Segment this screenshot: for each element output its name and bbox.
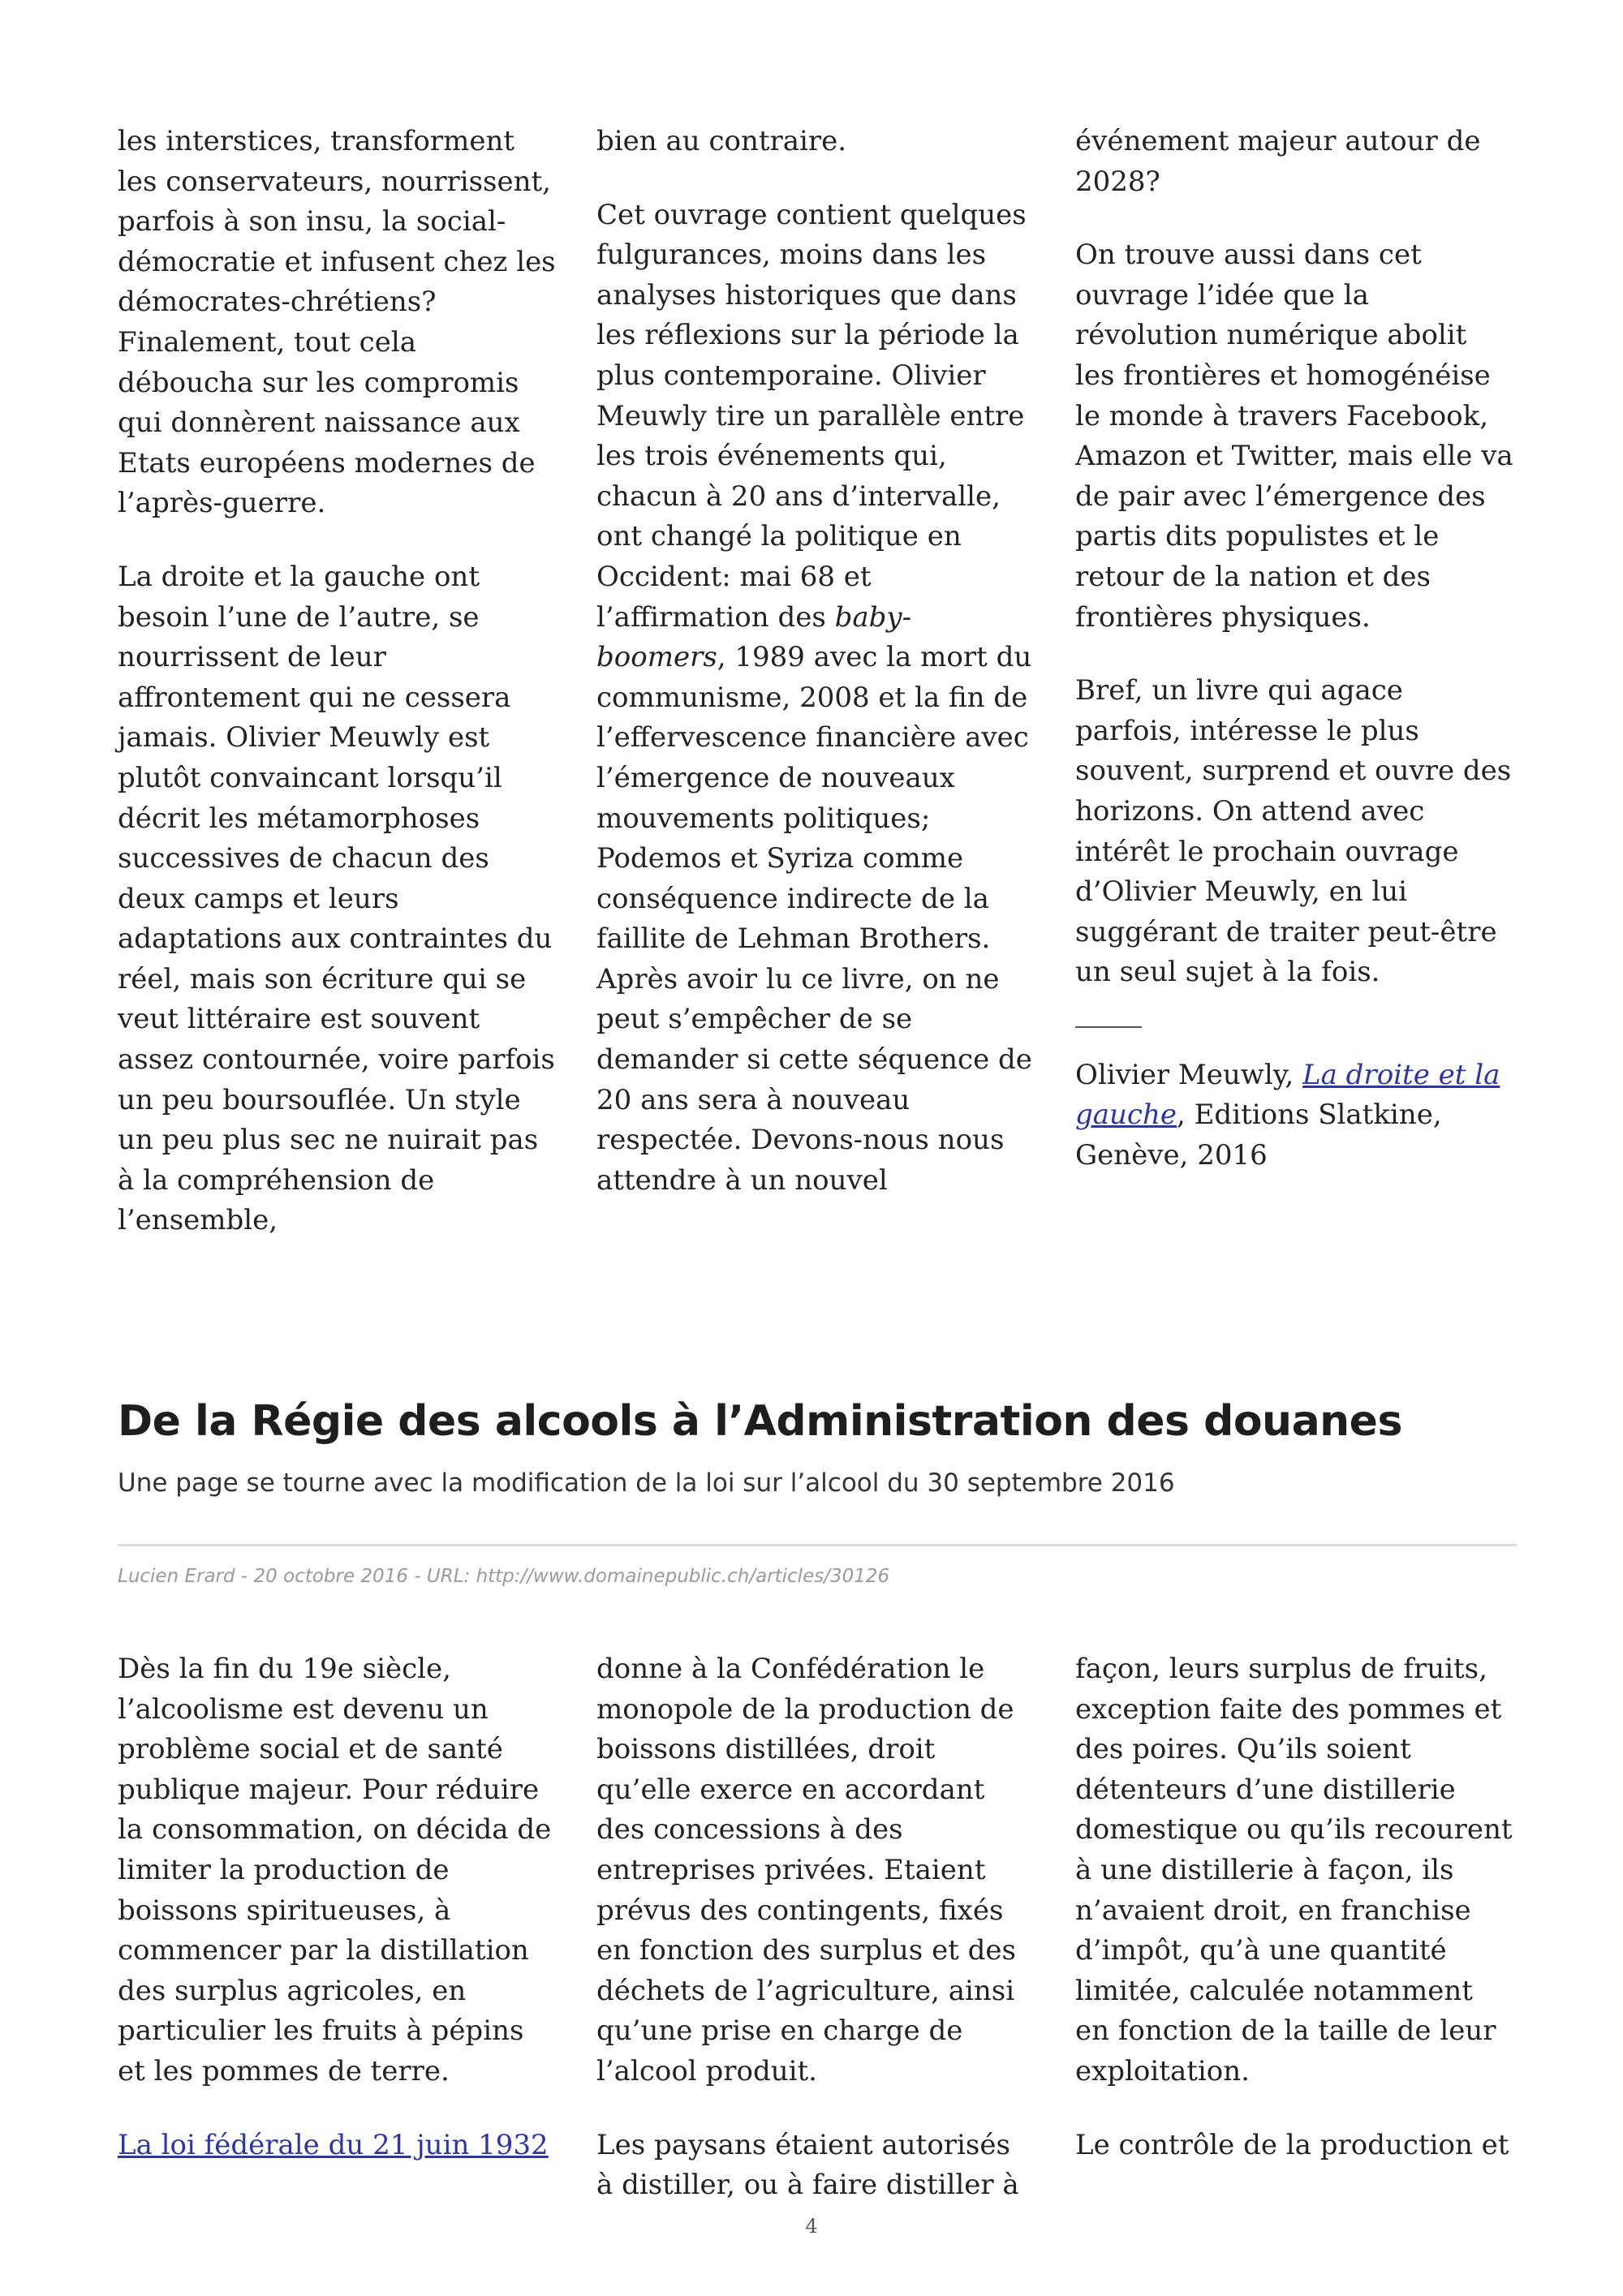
reference-author: Olivier Meuwly, xyxy=(1075,1058,1303,1091)
page-number: 4 xyxy=(805,2215,818,2238)
paragraph: Bref, un livre qui agace parfois, intéresse le plus souvent, surprend et ouvre des horizons. On attend avec intérêt le prochain ouvrage d’Olivier Meuwly, en lui suggérant de traiter peut-être un seul sujet à la fois. xyxy=(1075,674,1512,989)
reference-publisher: , Editions Slatkine, Genève, 2016 xyxy=(1075,1099,1442,1172)
column-2 xyxy=(596,122,1035,1201)
paragraph: donne à la Confédération le monopole de la production de boissons distillées, droit qu’elle exerce en accordant des concessions à des entreprises privées. Etaient prévus des contingents, fixés en fonction des surplus et des déchets de l’agriculture, ainsi qu’une prise en charge de l’alcool produit. xyxy=(596,1653,1016,2087)
column-2 xyxy=(596,1649,1035,2206)
paragraph: les interstices, transforment les conservateurs, nourrissent, parfois à son insu, la social-démocratie et infusent chez les démocrates-chrétiens? Finalement, tout cela déboucha sur les compromis qui donnèrent naissance aux Etats européens modernes de l’après-guerre. xyxy=(118,125,556,520)
article-meta: Lucien Erard - 20 octobre 2016 - URL: http://www.domainepublic.ch/articles/30126 xyxy=(118,1566,890,1587)
column-3 xyxy=(1075,1649,1513,2165)
book-title-link[interactable]: La droite et la gauche xyxy=(1075,1058,1500,1132)
paragraph: Le contrôle de la production et xyxy=(1075,2128,1509,2161)
paragraph xyxy=(118,2126,556,2166)
paragraph: La droite et la gauche ont besoin l’une de l’autre, se nourrissent de leur affrontement qui ne cessera jamais. Olivier Meuwly est plutôt convaincant lorsqu’il décrit les métamorphoses successives de chacun des deux camps et leurs adaptations aux contraintes du réel, mais son écriture qui se veut littéraire est souvent assez contournée, voire parfois un peu boursouflée. Un style un peu plus sec ne nuirait pas à la compréhension de l’ensemble, xyxy=(118,560,555,1237)
paragraph: Les paysans étaient autorisés à distiller, ou à faire distiller à xyxy=(596,2128,1019,2202)
paragraph-text: Cet ouvrage contient quelques fulgurances, moins dans les analyses historiques que dans les réflexions sur la période la plus contemporaine. Olivier Meuwly tire un parallèle entre les trois événements qui, chacun à 20 ans d’intervalle, ont changé la politique en Occident: mai 68 et l’affirmation des xyxy=(596,198,1027,634)
emphasis-text: baby-boomers xyxy=(596,600,912,674)
article-title: De la Régie des alcools à l’Administration des douanes xyxy=(118,1397,1402,1446)
book-reference xyxy=(1075,1056,1513,1176)
column-3 xyxy=(1075,122,1513,1176)
column-1 xyxy=(118,122,556,1241)
paragraph: bien au contraire. xyxy=(596,125,847,157)
article-subtitle: Une page se tourne avec la modification de la loi sur l’alcool du 30 septembre 2016 xyxy=(118,1468,1175,1498)
paragraph: On trouve aussi dans cet ouvrage l’idée que la révolution numérique abolit les frontières et homogénéise le monde à travers Facebook, Amazon et Twitter, mais elle va de pair avec l’émergence des partis dits populistes et le retour de la nation et des frontières physiques. xyxy=(1075,239,1513,634)
paragraph: Dès la fin du 19e siècle, l’alcoolisme est devenu un problème social et de santé publique majeur. Pour réduire la consommation, on décida de limiter la production de boissons spiritueuses, à commencer par la distillation des surplus agricoles, en particulier les fruits à pépins et les pommes de terre. xyxy=(118,1653,552,2087)
header-divider xyxy=(118,1544,1518,1546)
law-link[interactable]: La loi fédérale du 21 juin 1932 xyxy=(118,2128,549,2161)
column-1 xyxy=(118,1649,556,2165)
paragraph xyxy=(596,196,1035,1202)
paragraph: événement majeur autour de 2028? xyxy=(1075,125,1481,198)
paragraph-text: , 1989 avec la mort du communisme, 2008 et la fin de l’effervescence financière avec l’émergence de nouveaux mouvements politiques; Podemos et Syriza comme conséquence indirecte de la faillite de Lehman Brothers. Après avoir lu ce livre, on ne peut s’empêcher de se demander si cette séquence de 20 ans sera à nouveau respectée. Devons-nous nous attendre à un nouvel xyxy=(596,641,1032,1197)
paragraph: façon, leurs surplus de fruits, exception faite des pommes et des poires. Qu’ils soient détenteurs d’une distillerie domestique ou qu’ils recourent à une distillerie à façon, ils n’avaient droit, en franchise d’impôt, qu’à une quantité limitée, calculée notamment en fonction de la taille de leur exploitation. xyxy=(1075,1653,1513,2087)
separator-rule xyxy=(1075,1026,1142,1028)
